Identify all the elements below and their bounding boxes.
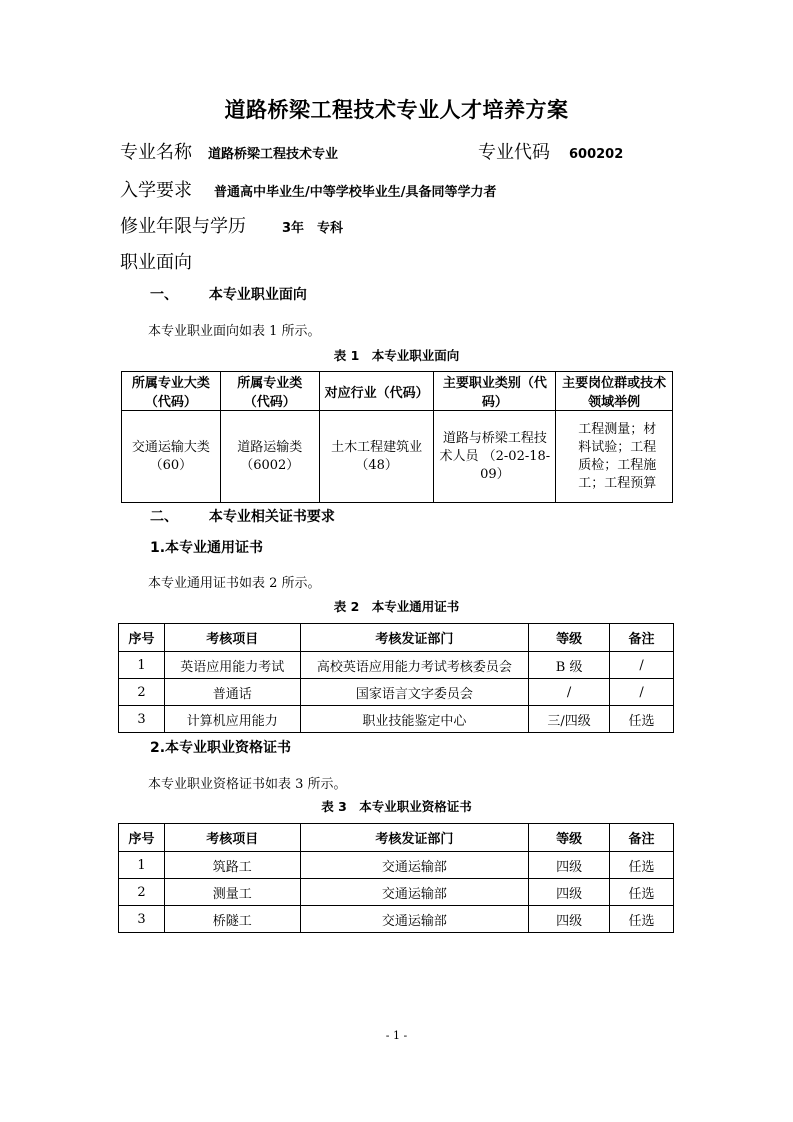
table-cell: 交通运输部 — [300, 879, 529, 906]
table-cell: 交通运输部 — [300, 906, 529, 933]
table-header-cell: 所属专业类（代码） — [220, 372, 319, 411]
table-header-cell: 序号 — [119, 824, 165, 852]
table-header-cell: 备注 — [610, 824, 674, 852]
admission-row — [120, 176, 497, 202]
subsection2-heading: 2.本专业职业资格证书 — [150, 740, 292, 756]
career-table — [121, 371, 673, 503]
table-cell: 1 — [119, 852, 165, 879]
table-cell: 1 — [119, 652, 165, 679]
table-cell: 土木工程建筑业（48） — [319, 411, 434, 503]
table-header-cell: 主要岗位群或技术领域举例 — [556, 372, 673, 411]
section1-paragraph: 本专业职业面向如表 1 所示。 — [148, 324, 321, 339]
table-header-cell: 考核发证部门 — [300, 824, 529, 852]
table-cell: 3 — [119, 706, 165, 733]
duration-row — [120, 212, 343, 238]
table-header-cell: 主要职业类别（代码） — [434, 372, 556, 411]
table-cell: 2 — [119, 879, 165, 906]
table-cell: / — [529, 679, 610, 706]
table-cell: 筑路工 — [164, 852, 300, 879]
duration-label: 修业年限与学历 — [120, 216, 246, 237]
table-cell: 四级 — [529, 852, 610, 879]
major-code-label: 专业代码 — [478, 142, 550, 163]
table-header-cell: 序号 — [119, 624, 165, 652]
section1-number: 一、 — [150, 287, 178, 303]
duration-value: 3年 专科 — [282, 221, 344, 236]
table-cell: 任选 — [610, 852, 674, 879]
section2-heading — [150, 506, 335, 526]
table-cell: 英语应用能力考试 — [164, 652, 300, 679]
major-code-value: 600202 — [569, 147, 624, 162]
table-cell: 普通话 — [164, 679, 300, 706]
admission-value: 普通高中毕业生/中等学校毕业生/具备同等学力者 — [214, 185, 497, 200]
table-cell: 国家语言文字委员会 — [300, 679, 529, 706]
table-header-cell: 考核发证部门 — [300, 624, 529, 652]
table-header-cell: 考核项目 — [164, 824, 300, 852]
table-cell: 四级 — [529, 879, 610, 906]
table-header-cell: 备注 — [610, 624, 674, 652]
admission-label: 入学要求 — [120, 180, 192, 201]
section2-title: 本专业相关证书要求 — [208, 509, 335, 525]
table-cell: 道路与桥梁工程技术人员 （2-02-18-09） — [434, 411, 556, 503]
table-row — [119, 706, 674, 733]
major-name-row — [120, 138, 338, 164]
table2-caption: 表 2 本专业通用证书 — [333, 599, 460, 614]
table-cell: 任选 — [610, 706, 674, 733]
table1-caption: 表 1 本专业职业面向 — [333, 348, 460, 363]
table-header-cell: 等级 — [529, 824, 610, 852]
table-cell: 计算机应用能力 — [164, 706, 300, 733]
table-cell: / — [610, 679, 674, 706]
major-name-value: 道路桥梁工程技术专业 — [208, 147, 339, 162]
table3-paragraph: 本专业职业资格证书如表 3 所示。 — [148, 777, 347, 792]
table-header-cell: 考核项目 — [164, 624, 300, 652]
table-cell: 交通运输大类 （60） — [122, 411, 221, 503]
section1-heading — [150, 284, 307, 304]
table-row — [119, 679, 674, 706]
major-code-row — [478, 138, 623, 164]
table-cell: 三/四级 — [529, 706, 610, 733]
table-header-cell: 对应行业（代码） — [319, 372, 434, 411]
table-row — [119, 906, 674, 933]
table-cell: 3 — [119, 906, 165, 933]
table-cell: 任选 — [610, 879, 674, 906]
table-cell: 桥隧工 — [164, 906, 300, 933]
table-row — [119, 652, 674, 679]
table-cell: 工程测量；材料试验；工程质检；工程施工；工程预算 — [556, 411, 673, 503]
table-cell: 测量工 — [164, 879, 300, 906]
subsection1-heading: 1.本专业通用证书 — [150, 540, 264, 556]
qualification-cert-table — [118, 823, 674, 933]
table-row — [119, 879, 674, 906]
table-cell: 高校英语应用能力考试考核委员会 — [300, 652, 529, 679]
table-cell: 道路运输类（6002） — [220, 411, 319, 503]
career-heading: 职业面向 — [120, 252, 192, 273]
table-row — [119, 852, 674, 879]
section2-number: 二、 — [150, 509, 178, 525]
table-cell: 职业技能鉴定中心 — [300, 706, 529, 733]
career-row — [120, 248, 192, 274]
major-name-label: 专业名称 — [120, 142, 192, 163]
table-header-cell: 等级 — [529, 624, 610, 652]
table-header-row — [122, 372, 673, 411]
table-header-row — [119, 824, 674, 852]
table-header-cell: 所属专业大类 （代码） — [122, 372, 221, 411]
table-header-row — [119, 624, 674, 652]
table-cell: 任选 — [610, 906, 674, 933]
table2-paragraph: 本专业通用证书如表 2 所示。 — [148, 576, 321, 591]
document-title: 道路桥梁工程技术专业人才培养方案 — [224, 98, 569, 122]
table3-caption: 表 3 本专业职业资格证书 — [321, 799, 472, 814]
general-cert-table — [118, 623, 674, 733]
table-cell: B 级 — [529, 652, 610, 679]
section1-title: 本专业职业面向 — [208, 287, 307, 303]
table-row — [122, 411, 673, 503]
table-cell: 四级 — [529, 906, 610, 933]
table-cell: / — [610, 652, 674, 679]
page-number: - 1 - — [385, 1029, 408, 1042]
table-cell: 2 — [119, 679, 165, 706]
table-cell: 交通运输部 — [300, 852, 529, 879]
